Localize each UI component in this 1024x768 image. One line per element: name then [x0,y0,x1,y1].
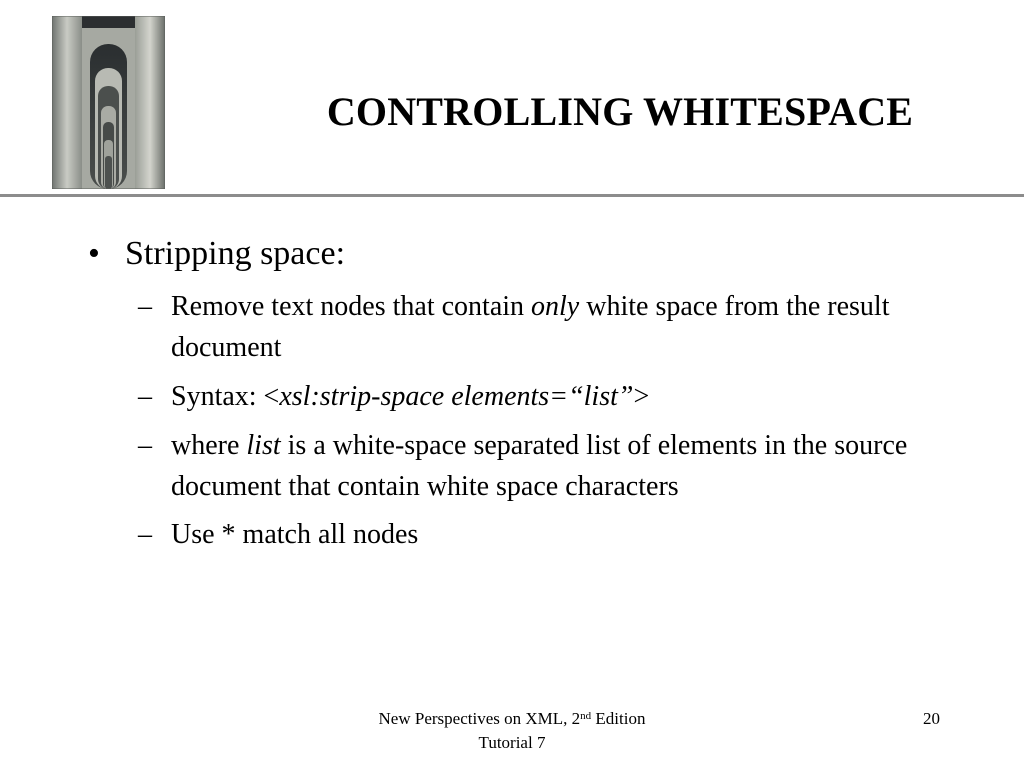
dash-mark: – [138,381,152,412]
sub-item-text-part: where [171,430,247,461]
sub-item [138,376,958,417]
dash-mark: – [138,430,152,461]
sub-item [138,514,958,555]
footer-superscript: nd [580,710,592,722]
sub-item-text: Use * match all nodes [171,519,419,550]
sub-item-text [171,425,958,507]
sub-item-text-part: > [633,381,650,412]
sub-item-emphasis: xsl:strip-space elements=“list” [279,381,634,412]
bridge-arches-photo [52,16,165,189]
sub-item [138,286,958,368]
slide-footer [300,707,724,755]
footer-tutorial: Tutorial 7 [478,733,546,752]
bullet-text: Stripping space: [125,235,346,272]
dash-mark: – [138,519,152,550]
sub-item-text-part: Remove text nodes that contain [171,291,532,322]
footer-book-title [300,707,724,731]
sub-item-text-part: Syntax: < [171,381,280,412]
page-number: 20 [923,709,940,728]
footer-text: Edition [591,709,646,728]
sub-item [138,425,958,507]
sub-item-emphasis: only [531,291,580,322]
sub-item-text-part: white space from the result document [171,291,890,363]
title-divider [0,194,1024,197]
slide-title: CONTROLLING WHITESPACE [326,89,914,134]
sub-item-text [171,376,958,417]
sub-item-text [171,286,958,368]
sub-item-emphasis: list [246,430,281,461]
sub-item-text-part: is a white-space separated list of elements in the source document that contain white space characters [171,430,908,502]
dash-mark: – [138,291,152,322]
footer-text: New Perspectives on XML, 2 [378,709,581,728]
bullet-mark: • [88,235,100,272]
